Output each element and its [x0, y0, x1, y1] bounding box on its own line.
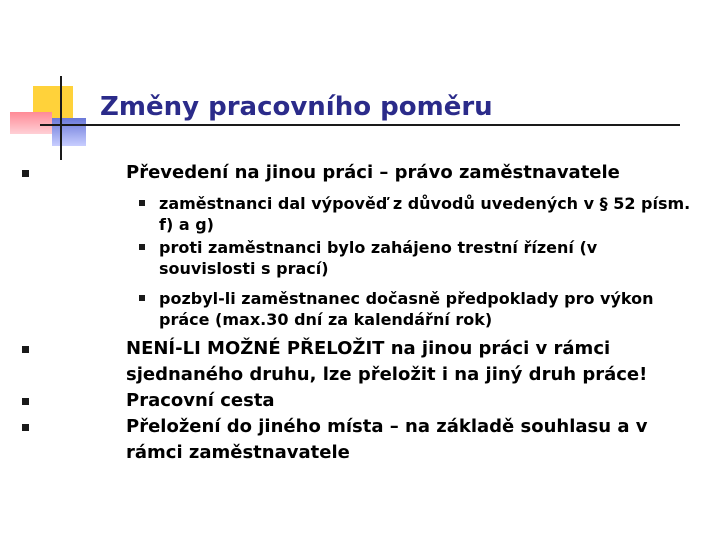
bullet-icon	[22, 398, 29, 405]
bullet-icon	[139, 200, 145, 206]
title-underline	[40, 124, 680, 126]
decor-red-rectangle	[10, 112, 52, 134]
decor-blue-rectangle	[52, 118, 86, 146]
list-item-text: Převedení na jinou práci – právo zaměstnavatele	[126, 162, 620, 183]
bullet-icon	[22, 170, 29, 177]
list-item-text: Pracovní cesta	[126, 390, 275, 411]
bullet-icon	[22, 424, 29, 431]
bullet-icon	[139, 295, 145, 301]
slide-title: Změny pracovního poměru	[100, 92, 493, 122]
decor-vertical-line	[60, 76, 62, 160]
sub-list-item-text: proti zaměstnanci bylo zahájeno trestní řízení (v souvislosti s prací)	[159, 238, 598, 278]
sub-list-item-text: zaměstnanci dal výpověď z důvodů uvedených v § 52 písm. f) a g)	[159, 194, 691, 234]
bullet-icon	[22, 346, 29, 353]
bullet-icon	[139, 244, 145, 250]
list-item-text: Přeložení do jiného místa – na základě souhlasu a v rámci zaměstnavatele	[126, 416, 648, 463]
list-item-text: NENÍ-LI MOŽNÉ PŘELOŽIT na jinou práci v rámci sjednaného druhu, lze přeložit i na jiný druh práce!	[126, 338, 648, 385]
sub-list-item-text: pozbyl-li zaměstnanec dočasně předpoklady pro výkon práce (max.30 dní za kalendářní rok)	[159, 289, 654, 329]
